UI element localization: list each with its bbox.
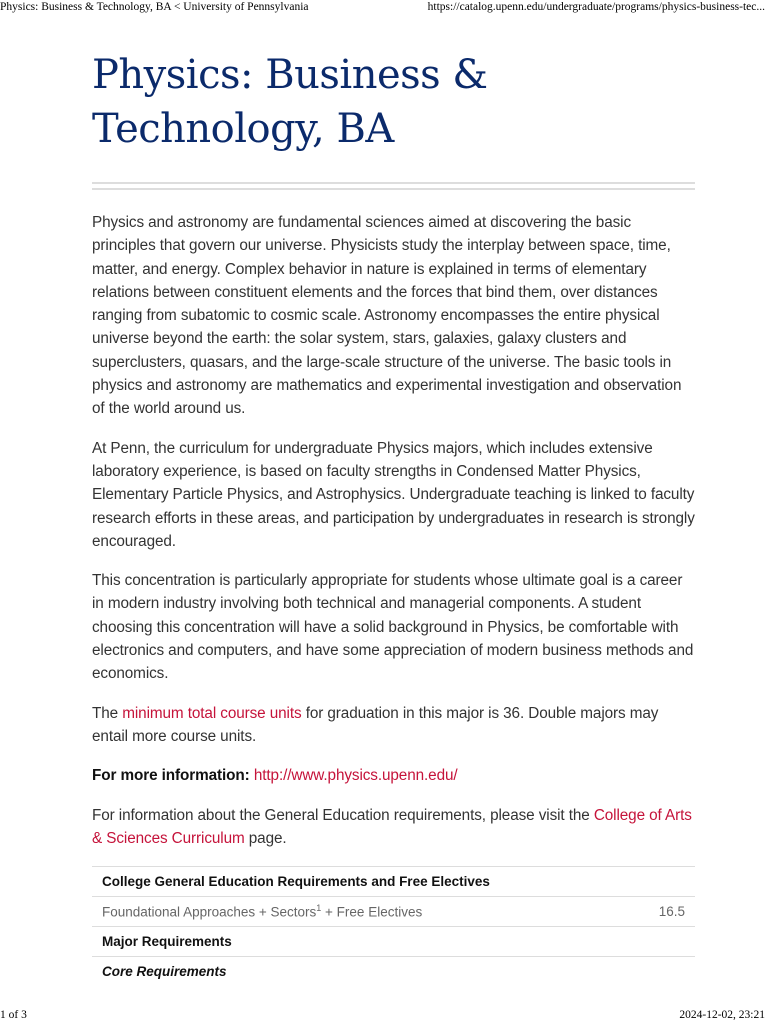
units-paragraph <box>92 702 695 749</box>
page-number: 1 of 3 <box>0 1009 27 1021</box>
table-row <box>92 897 695 927</box>
page-title: Physics: Business & Technology, BA <box>92 52 488 152</box>
table-row <box>92 867 695 897</box>
subsection-header: Core Requirements <box>102 964 227 980</box>
gened-paragraph <box>92 804 695 851</box>
section-header: College General Education Requirements and Free Electives <box>92 867 695 897</box>
units-text-post: for graduation in this major is 36. Double majors may entail more course units. <box>92 704 659 745</box>
section-header: Major Requirements <box>92 927 695 957</box>
header-url: https://catalog.upenn.edu/undergraduate/programs/physics-business-tec... <box>427 1 765 13</box>
table-row <box>92 957 695 987</box>
requirement-label: Foundational Approaches + Sectors$^1$ + Free Electives <box>92 897 623 927</box>
gened-text-post: page. <box>244 829 287 847</box>
requirements-table <box>92 866 695 986</box>
footnote-ref[interactable]: 1 <box>316 903 322 914</box>
print-footer <box>0 1008 768 1024</box>
print-datetime: 2024-12-02, 23:21 <box>679 1009 765 1021</box>
more-info-paragraph <box>92 764 695 787</box>
intro-paragraph: Physics and astronomy are fundamental sciences aimed at discovering the basic principles that govern our universe. Physicists study the interplay between space, time, matter, and energy. Complex behavior in nature is explained in terms of elementary relations between constituent elements and the forces that bind them, over distances ranging from subatomic to cosmic scale. Astronomy encompasses the entire physical universe beyond the earth: the solar system, stars, galaxies, galaxy clusters and superclusters, quasars, and the large-scale structure of the universe. The basic tools in physics and astronomy are mathematics and experimental investigation and observation of the world around us. <box>92 214 682 418</box>
header-title: Physics: Business & Technology, BA < University of Pennsylvania <box>0 1 309 13</box>
units-text-pre: The <box>92 704 123 722</box>
concentration-paragraph: This concentration is particularly appropriate for students whose ultimate goal is a career in modern industry involving both technical and managerial components. A student choosing this concentration will have a solid background in Physics, be comfortable with electronics and computers, and have some appreciation of modern business methods and economics. <box>92 572 694 683</box>
title-divider <box>92 182 695 190</box>
table-row <box>92 927 695 957</box>
requirement-units: 16.5 <box>623 897 695 927</box>
print-header <box>0 0 768 14</box>
physics-website-link[interactable]: http://www.physics.upenn.edu/ <box>253 767 458 785</box>
curriculum-link[interactable]: College of Arts & Sciences Curriculum <box>92 806 692 847</box>
gened-text-pre: For information about the General Education requirements, please visit the <box>92 806 594 824</box>
min-course-units-link[interactable]: minimum total course units <box>122 704 302 722</box>
curriculum-paragraph: At Penn, the curriculum for undergraduate Physics majors, which includes extensive laboratory experience, is based on faculty strengths in Condensed Matter Physics, Elementary Particle Physics, and Astrophysics. Undergraduate teaching is linked to faculty research efforts in these areas, and participation by undergraduates in research is strongly encouraged. <box>92 439 695 550</box>
main-content <box>92 48 695 986</box>
more-info-label: For more information: <box>92 767 250 785</box>
